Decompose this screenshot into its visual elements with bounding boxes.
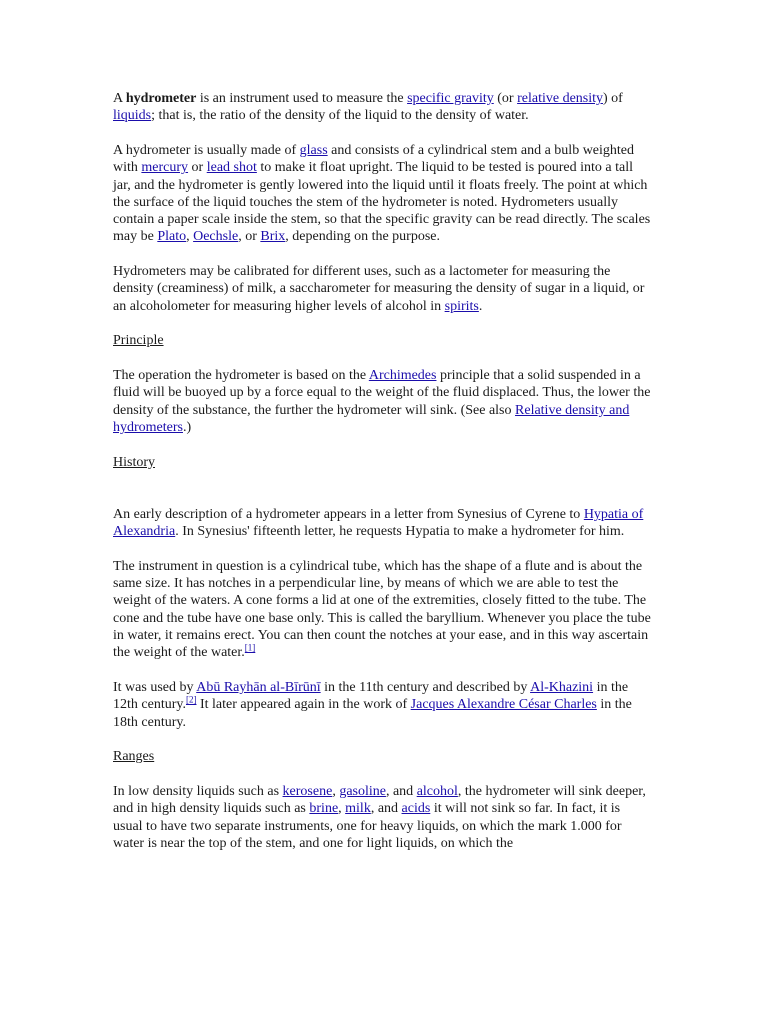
text: it will not sink so far. In fact, it is usual to have two separate instruments, one for heavy liquids, on which the mark 1.000 for water is near the top of the stem, and one for light liquids, on which the: [113, 801, 622, 851]
link-brine[interactable]: brine: [309, 801, 339, 817]
citation-2[interactable]: [2]: [185, 694, 197, 705]
principle-paragraph: [113, 367, 653, 436]
text: is an instrument used to measure the: [196, 91, 408, 106]
history-paragraph-synesius: [113, 506, 653, 541]
construction-paragraph: [113, 142, 653, 246]
link-archimedes[interactable]: Archimedes: [368, 368, 437, 384]
text: . In Synesius' fifteenth letter, he requests Hypatia to make a hydrometer for him.: [175, 524, 625, 540]
link-al-khazini[interactable]: Al-Khazini: [530, 679, 594, 695]
spacer: [113, 488, 653, 505]
text: , the hydrometer will sink deeper, and in high density liquids such as: [113, 783, 646, 817]
link-liquids[interactable]: liquids: [113, 108, 152, 124]
text: (or: [493, 91, 518, 106]
link-specific-gravity[interactable]: specific gravity: [407, 91, 494, 106]
text: Hydrometers may be calibrated for different uses, such as a lactometer for measuring the density (creaminess) of milk, a saccharometer for measuring the density of sugar in a liquid, or an alcoholometer for measuring higher levels of alcohol in: [113, 264, 645, 314]
link-lead-shot[interactable]: lead shot: [206, 160, 257, 176]
text: , depending on the purpose.: [285, 229, 441, 245]
text: It later appeared again in the work of: [196, 697, 411, 713]
calibration-paragraph: [113, 263, 653, 315]
link-spirits[interactable]: spirits: [444, 298, 479, 314]
document-page: [113, 90, 653, 869]
citation-1[interactable]: [1]: [244, 642, 256, 653]
heading-history: History: [113, 454, 155, 470]
link-hypatia-of-alexandria[interactable]: Hypatia of Alexandria: [113, 506, 644, 540]
text: ; that is, the ratio of the density of the liquid to the density of water.: [151, 108, 529, 124]
text: principle that a solid suspended in a fluid will be buoyed up by a force equal to the weight of the fluid displaced. Thus, the lower the density of the substance, the further the hydrometer will sink. (See also: [113, 368, 651, 418]
text: It was used by: [113, 679, 197, 695]
term-hydrometer: hydrometer: [125, 91, 197, 106]
history-paragraph-quote: [113, 558, 653, 662]
text: .: [478, 298, 483, 314]
link-relative-density[interactable]: relative density: [517, 91, 604, 106]
link-oechsle[interactable]: Oechsle: [193, 229, 239, 245]
text: A: [113, 91, 126, 106]
text: The operation the hydrometer is based on the: [113, 368, 369, 384]
text: in the 18th century.: [113, 697, 632, 730]
link-brix[interactable]: Brix: [260, 229, 286, 245]
heading-ranges: Ranges: [113, 749, 155, 765]
text: The instrument in question is a cylindrical tube, which has the shape of a flute and is about the same size. It has notches in a perpendicular line, by means of which we are able to test the weight of the waters. A cone forms a lid at one of the extremities, closely fitted to the tube. The cone and the tube have one base only. This is called the baryllium. Whenever you place the tube in water, it remains erect. You can then count the notches at your ease, and in this way ascertain the weight of the water.: [113, 558, 651, 661]
text: to make it float upright. The liquid to be tested is poured into a tall jar, and the hydrometer is gently lowered into the liquid until it floats freely. The point at which the surface of the liquid touches the stem of the hydrometer is noted. Hydrometers usually contain a paper scale inside the stem, so that the specific gravity can be read directly. The scales may be: [113, 160, 651, 245]
link-kerosene[interactable]: kerosene: [282, 783, 333, 799]
link-plato[interactable]: Plato: [157, 229, 187, 245]
text: .): [182, 420, 192, 436]
intro-paragraph: [113, 90, 653, 125]
link-al-biruni[interactable]: Abū Rayhān al-Bīrūnī: [196, 679, 321, 695]
link-mercury[interactable]: mercury: [141, 160, 189, 176]
ranges-paragraph: [113, 783, 653, 852]
text: A hydrometer is usually made of: [113, 142, 300, 158]
heading-principle: Principle: [113, 333, 164, 349]
text: and consists of a cylindrical stem and a bulb weighted with: [113, 142, 635, 176]
text: , or: [238, 229, 261, 245]
text: or: [188, 160, 207, 176]
text: An early description of a hydrometer appears in a letter from Synesius of Cyrene to: [113, 506, 584, 522]
text: In low density liquids such as: [113, 783, 283, 799]
link-acids[interactable]: acids: [401, 801, 431, 817]
text: , and: [385, 783, 417, 799]
text: ) of: [603, 91, 623, 106]
link-glass[interactable]: glass: [299, 142, 328, 158]
text: in the 12th century.: [113, 679, 629, 713]
text: in the 11th century and described by: [320, 679, 531, 695]
link-alcohol[interactable]: alcohol: [416, 783, 458, 799]
link-jacques-charles[interactable]: Jacques Alexandre César Charles: [410, 697, 597, 713]
text: ,: [332, 783, 340, 799]
history-paragraph-usage: [113, 679, 653, 731]
text: , and: [370, 801, 402, 817]
link-relative-density-and-hydrometers[interactable]: Relative density and hydrometers: [113, 402, 630, 436]
text: ,: [186, 229, 194, 245]
link-milk[interactable]: milk: [345, 801, 371, 817]
text: ,: [338, 801, 346, 817]
link-gasoline[interactable]: gasoline: [339, 783, 386, 799]
